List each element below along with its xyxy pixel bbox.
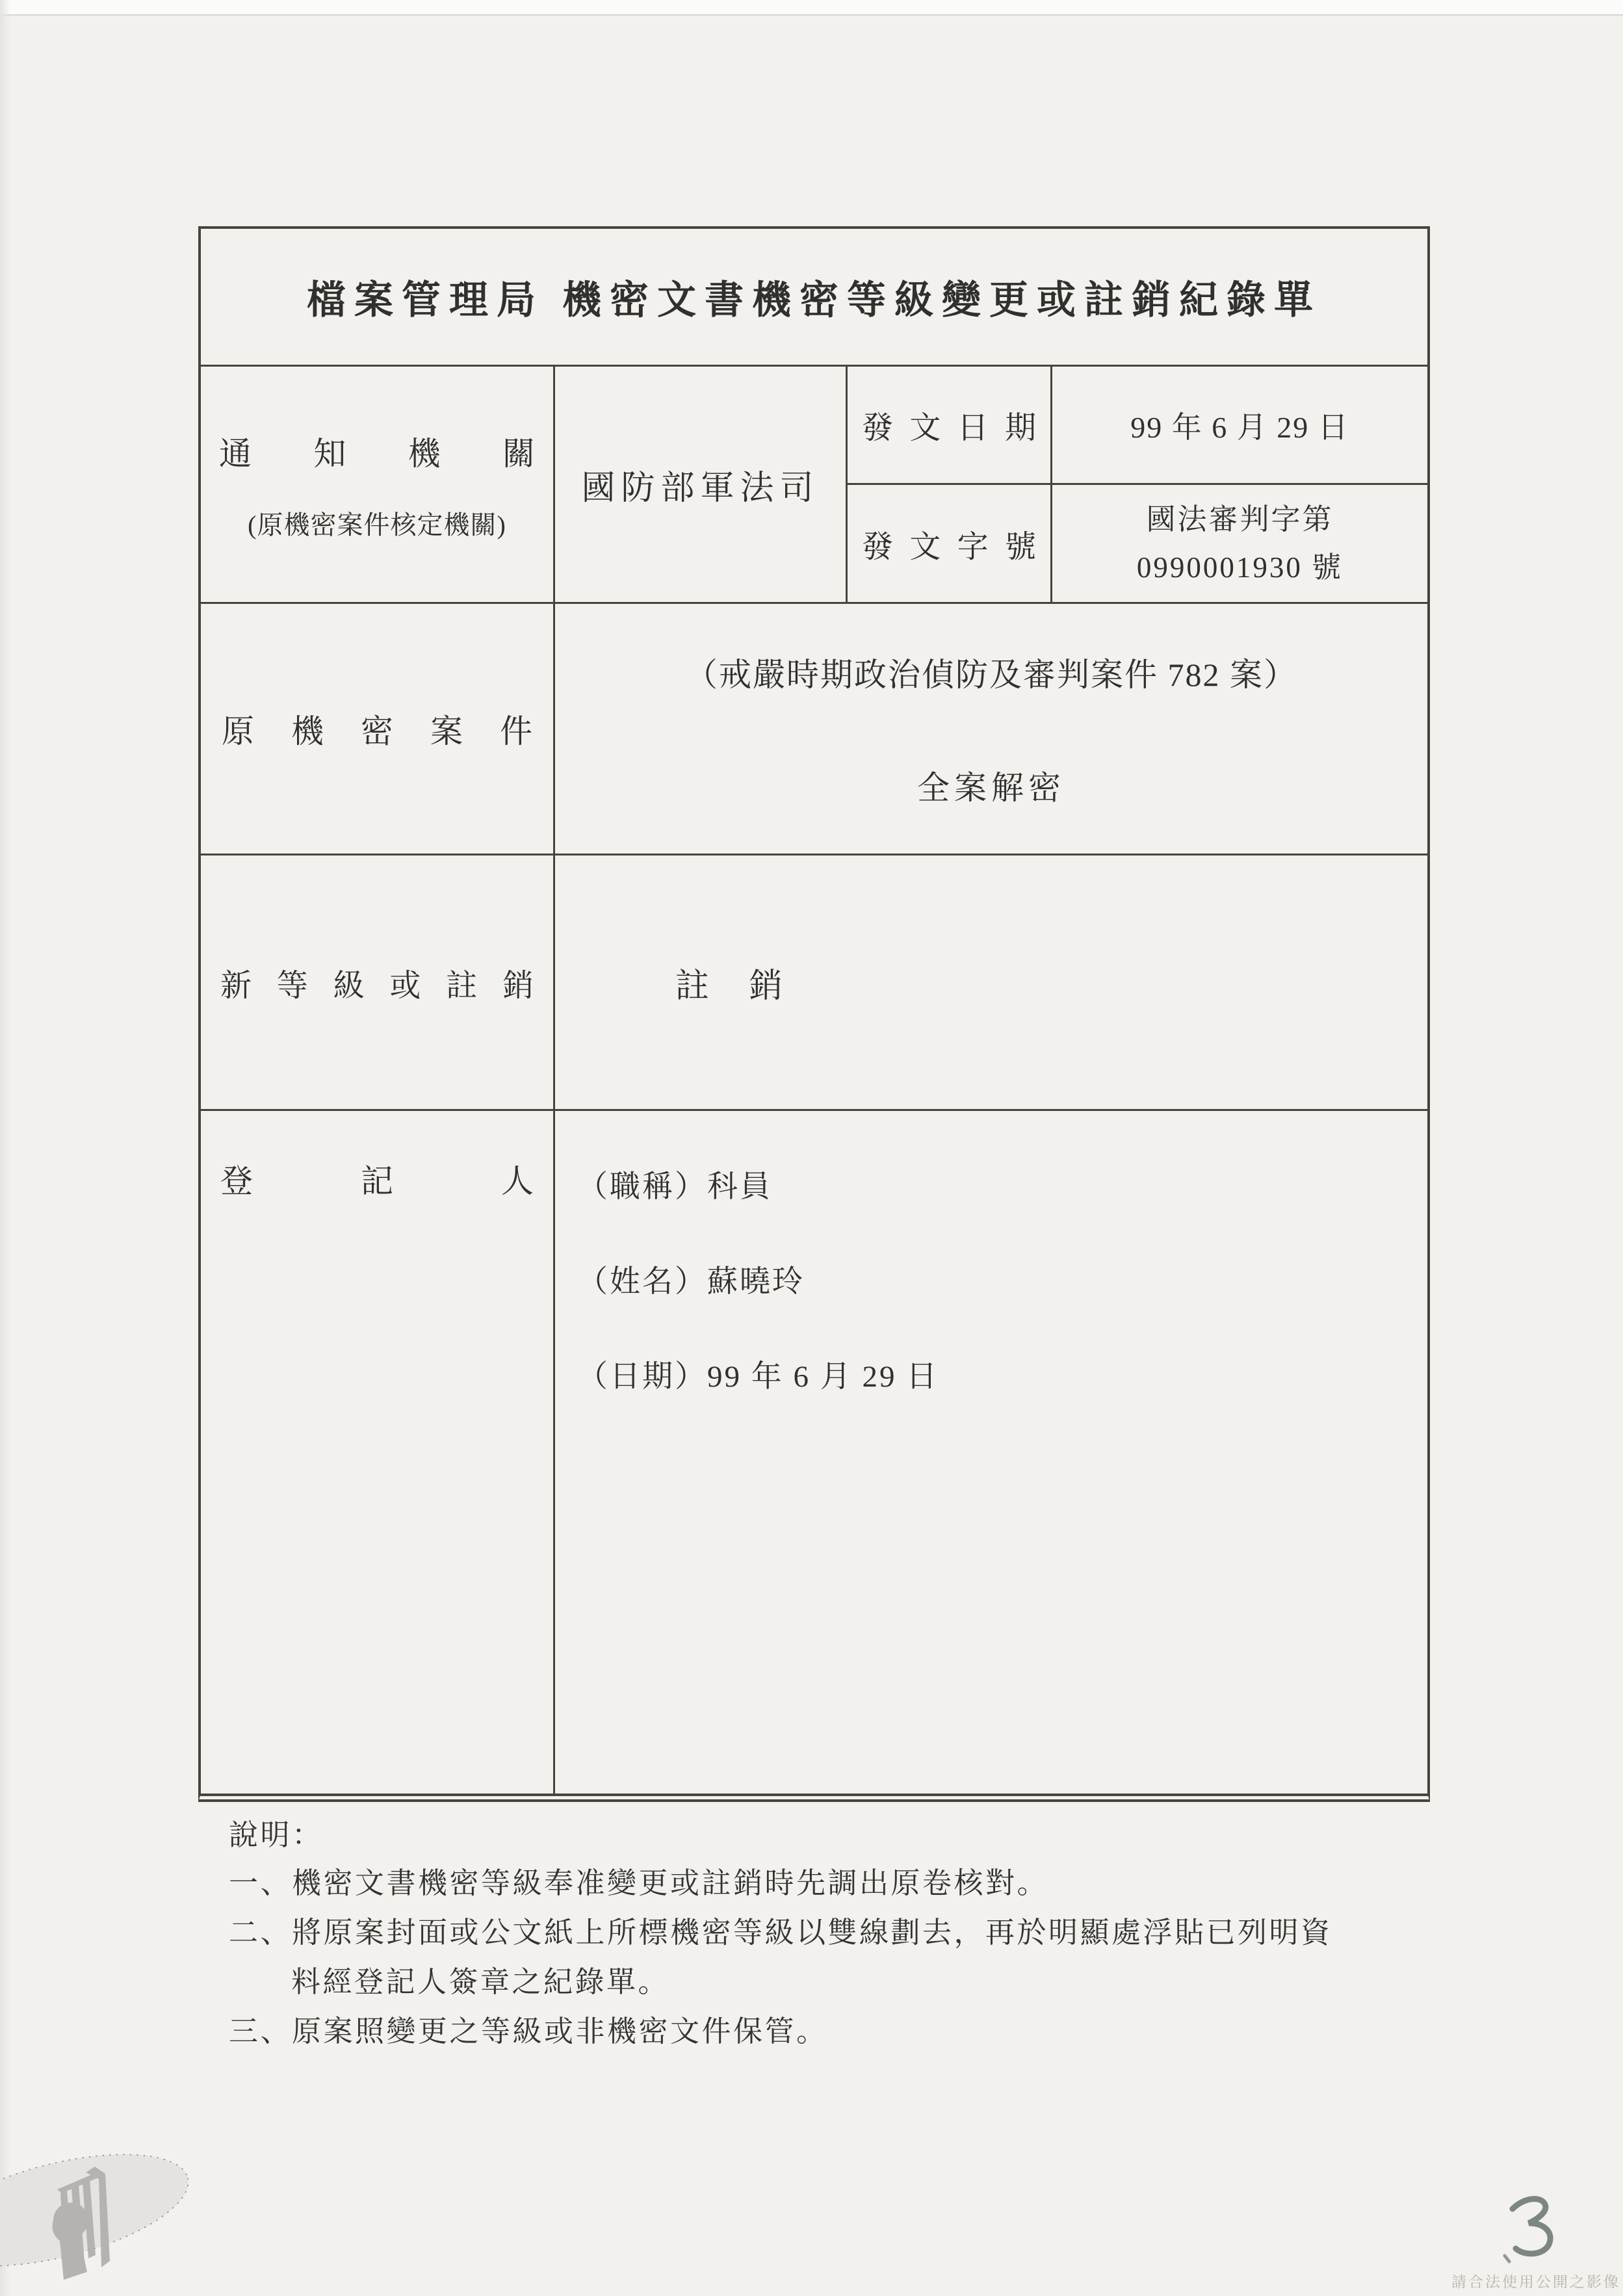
original-case-label: 原機密案件 bbox=[222, 713, 532, 750]
registrar-date-line: （日期）99 年 6 月 29 日 bbox=[577, 1360, 939, 1394]
record-form-table bbox=[198, 226, 1430, 1802]
issue-date-label: 發文日期 bbox=[862, 411, 1036, 445]
form-title: 檔案管理局 機密文書機密等級變更或註銷紀錄單 bbox=[307, 278, 1321, 322]
note-line-2: 二、將原案封面或公文紙上所標機密等級以雙線劃去，再於明顯處浮貼已列明資 bbox=[229, 1916, 1332, 1949]
issue-date-value: 99 年 6 月 29 日 bbox=[1130, 410, 1349, 444]
new-level-label-cell bbox=[201, 855, 555, 1111]
registrar-label: 登記人 bbox=[220, 1163, 534, 1199]
registrar-label-cell bbox=[201, 1111, 555, 1794]
registrar-name-line: （姓名）蘇曉玲 bbox=[577, 1265, 805, 1299]
new-level-value-cell bbox=[555, 855, 1427, 1111]
issue-number-line1: 國法審判字第 bbox=[1146, 502, 1334, 536]
form-title-cell bbox=[201, 229, 1427, 367]
notify-agency-value-cell bbox=[555, 367, 848, 604]
issue-number-line2: 0990001930 號 bbox=[1136, 551, 1344, 584]
new-level-value: 註 銷 bbox=[675, 967, 790, 1005]
registrar-title-line: （職稱）科員 bbox=[577, 1170, 772, 1204]
original-case-line1: （戒嚴時期政治偵防及審判案件 782 案） bbox=[685, 657, 1297, 693]
issue-date-label-cell bbox=[848, 367, 1052, 485]
issue-number-label-cell bbox=[848, 485, 1052, 604]
original-case-value-cell bbox=[555, 604, 1427, 855]
notify-agency-label: 通知機關 bbox=[219, 435, 535, 472]
handwritten-page-number bbox=[1498, 2189, 1583, 2274]
notes-heading: 說明： bbox=[229, 1819, 324, 1851]
note-line-3: 三、原案照變更之等級或非機密文件保管。 bbox=[229, 2015, 828, 2048]
scan-edge-top bbox=[0, 0, 1623, 16]
registrar-value-cell bbox=[555, 1111, 1427, 1794]
issue-number-label: 發文字號 bbox=[862, 529, 1036, 564]
original-case-label-cell bbox=[201, 604, 555, 855]
notify-agency-label-cell bbox=[201, 367, 555, 604]
usage-watermark-note: 請合法使用公開之影像 bbox=[1451, 2274, 1620, 2290]
archives-emblem-watermark-icon bbox=[0, 2144, 195, 2290]
note-line-1: 一、機密文書機密等級奉准變更或註銷時先調出原卷核對。 bbox=[229, 1867, 1049, 1899]
original-case-line2: 全案解密 bbox=[917, 770, 1065, 806]
new-level-label: 新等級或註銷 bbox=[220, 968, 534, 1003]
scan-edge-left bbox=[0, 0, 10, 2296]
note-line-2-continued: 料經登記人簽章之紀錄單。 bbox=[291, 1966, 670, 1998]
notify-agency-sublabel: (原機密案件核定機關) bbox=[248, 510, 506, 540]
notify-agency-value: 國防部軍法司 bbox=[581, 469, 820, 507]
issue-number-value-cell bbox=[1052, 485, 1427, 604]
issue-date-value-cell bbox=[1052, 367, 1427, 485]
